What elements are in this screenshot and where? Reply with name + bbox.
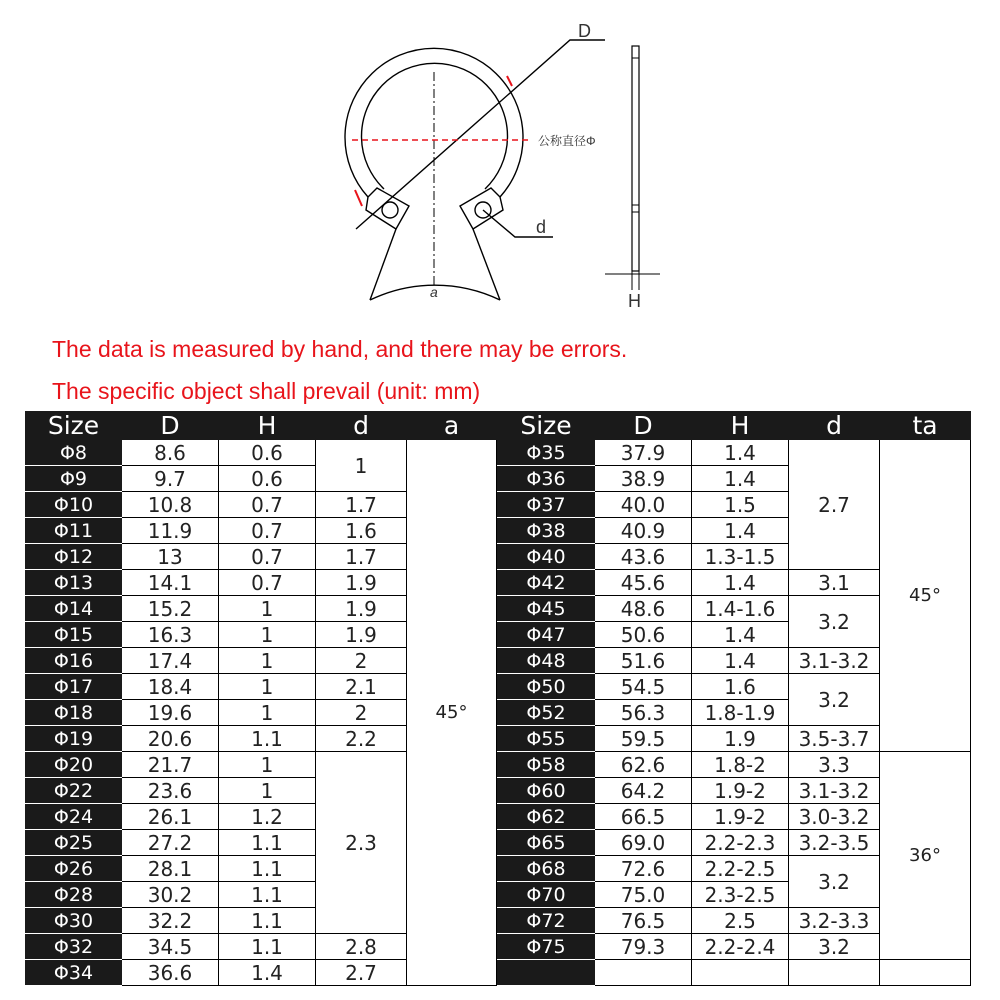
hole-diameter-cell: 1.7 (316, 544, 407, 570)
thickness-cell: 1.1 (219, 934, 316, 960)
thickness-cell: 1.4 (692, 518, 789, 544)
outer-diameter-cell: 59.5 (595, 726, 692, 752)
hole-diameter-cell: 3.2 (789, 856, 880, 908)
outer-diameter-cell: 30.2 (122, 882, 219, 908)
hole-diameter-cell: 1 (316, 440, 407, 492)
size-cell: Φ18 (26, 700, 122, 726)
hole-diameter-cell: 2.2 (316, 726, 407, 752)
column-header: a (407, 412, 497, 440)
size-cell: Φ48 (498, 648, 595, 674)
thickness-cell: 2.2-2.5 (692, 856, 789, 882)
hole-diameter-cell: 3.1-3.2 (789, 778, 880, 804)
thickness-cell: 0.7 (219, 570, 316, 596)
hole-diameter-cell: 2.1 (316, 674, 407, 700)
hole-diameter-cell: 2 (316, 700, 407, 726)
spec-table-left (25, 411, 497, 986)
size-cell: Φ58 (498, 752, 595, 778)
size-cell: Φ50 (498, 674, 595, 700)
outer-diameter-cell: 54.5 (595, 674, 692, 700)
angle-cell: 36° (880, 752, 971, 960)
outer-diameter-cell: 11.9 (122, 518, 219, 544)
outer-diameter-cell: 10.8 (122, 492, 219, 518)
size-cell: Φ52 (498, 700, 595, 726)
size-cell: Φ62 (498, 804, 595, 830)
table-row (498, 440, 971, 466)
thickness-cell: 1.8-1.9 (692, 700, 789, 726)
thickness-cell: 1.9-2 (692, 804, 789, 830)
outer-diameter-cell: 75.0 (595, 882, 692, 908)
outer-diameter-cell: 37.9 (595, 440, 692, 466)
outer-diameter-cell: 76.5 (595, 908, 692, 934)
outer-diameter-cell: 50.6 (595, 622, 692, 648)
hole-diameter-cell: 3.2 (789, 934, 880, 960)
thickness-cell: 1.2 (219, 804, 316, 830)
column-header: d (316, 412, 407, 440)
outer-diameter-cell: 17.4 (122, 648, 219, 674)
size-cell: Φ70 (498, 882, 595, 908)
size-cell: Φ42 (498, 570, 595, 596)
size-cell: Φ12 (26, 544, 122, 570)
outer-diameter-cell: 48.6 (595, 596, 692, 622)
thickness-cell: 1.4 (692, 648, 789, 674)
size-cell: Φ25 (26, 830, 122, 856)
size-cell: Φ28 (26, 882, 122, 908)
hole-diameter-cell: 3.2 (789, 596, 880, 648)
size-cell: Φ38 (498, 518, 595, 544)
angle-cell (880, 960, 971, 986)
outer-diameter-cell: 20.6 (122, 726, 219, 752)
size-cell: Φ9 (26, 466, 122, 492)
outer-diameter-cell: 40.0 (595, 492, 692, 518)
size-cell: Φ65 (498, 830, 595, 856)
outer-diameter-cell: 9.7 (122, 466, 219, 492)
outer-diameter-cell: 69.0 (595, 830, 692, 856)
thickness-cell: 1.1 (219, 830, 316, 856)
size-cell: Φ15 (26, 622, 122, 648)
thickness-cell (692, 960, 789, 986)
thickness-cell: 0.7 (219, 492, 316, 518)
outer-diameter-cell: 38.9 (595, 466, 692, 492)
circlip-diagram (0, 0, 1000, 330)
thickness-cell: 1.6 (692, 674, 789, 700)
thickness-cell: 1.4 (219, 960, 316, 986)
thickness-cell: 2.5 (692, 908, 789, 934)
size-cell: Φ75 (498, 934, 595, 960)
measurement-disclaimer: The data is measured by hand, and there may be errors. (52, 336, 628, 362)
thickness-cell: 2.3-2.5 (692, 882, 789, 908)
outer-diameter-cell: 8.6 (122, 440, 219, 466)
label-H: H (628, 291, 641, 311)
hole-diameter-cell: 3.3 (789, 752, 880, 778)
size-cell: Φ8 (26, 440, 122, 466)
angle-cell: 45° (880, 440, 971, 752)
thickness-cell: 0.7 (219, 518, 316, 544)
outer-diameter-cell: 26.1 (122, 804, 219, 830)
size-cell: Φ19 (26, 726, 122, 752)
column-header: H (692, 412, 789, 440)
table-row (498, 752, 971, 778)
thickness-cell: 1 (219, 778, 316, 804)
size-cell: Φ37 (498, 492, 595, 518)
size-cell: Φ45 (498, 596, 595, 622)
column-header: ta (880, 412, 971, 440)
size-cell: Φ16 (26, 648, 122, 674)
outer-diameter-cell: 14.1 (122, 570, 219, 596)
size-cell: Φ47 (498, 622, 595, 648)
size-cell: Φ68 (498, 856, 595, 882)
size-cell: Φ60 (498, 778, 595, 804)
label-d: d (536, 217, 547, 237)
outer-diameter-cell: 79.3 (595, 934, 692, 960)
hole-diameter-cell (789, 960, 880, 986)
column-header: Size (498, 412, 595, 440)
outer-diameter-cell: 43.6 (595, 544, 692, 570)
thickness-cell: 2.2-2.4 (692, 934, 789, 960)
size-cell: Φ26 (26, 856, 122, 882)
hole-diameter-cell: 3.2 (789, 674, 880, 726)
size-cell: Φ24 (26, 804, 122, 830)
outer-diameter-cell: 32.2 (122, 908, 219, 934)
thickness-cell: 0.6 (219, 466, 316, 492)
table-header-row (498, 412, 971, 440)
thickness-cell: 1.4 (692, 440, 789, 466)
thickness-cell: 0.6 (219, 440, 316, 466)
size-cell: Φ34 (26, 960, 122, 986)
label-nominal-diameter: 公称直径Φ (538, 134, 596, 148)
hole-diameter-cell: 3.1-3.2 (789, 648, 880, 674)
outer-diameter-cell: 23.6 (122, 778, 219, 804)
hole-diameter-cell: 1.9 (316, 622, 407, 648)
outer-diameter-cell: 36.6 (122, 960, 219, 986)
thickness-cell: 1.4-1.6 (692, 596, 789, 622)
size-cell (498, 960, 595, 986)
size-cell: Φ11 (26, 518, 122, 544)
column-header: D (595, 412, 692, 440)
outer-diameter-cell: 72.6 (595, 856, 692, 882)
size-cell: Φ20 (26, 752, 122, 778)
hole-diameter-cell: 3.2-3.5 (789, 830, 880, 856)
label-a: a (430, 284, 438, 300)
column-header: Size (26, 412, 122, 440)
outer-diameter-cell: 45.6 (595, 570, 692, 596)
column-header: d (789, 412, 880, 440)
hole-diameter-cell: 3.0-3.2 (789, 804, 880, 830)
thickness-cell: 1.9-2 (692, 778, 789, 804)
size-cell: Φ22 (26, 778, 122, 804)
thickness-cell: 1.4 (692, 570, 789, 596)
size-cell: Φ40 (498, 544, 595, 570)
hole-diameter-cell: 1.9 (316, 570, 407, 596)
outer-diameter-cell: 56.3 (595, 700, 692, 726)
hole-diameter-cell: 3.5-3.7 (789, 726, 880, 752)
thickness-cell: 1 (219, 648, 316, 674)
thickness-cell: 1.1 (219, 856, 316, 882)
hole-diameter-cell: 3.2-3.3 (789, 908, 880, 934)
table-row (498, 960, 971, 986)
hole-diameter-cell: 3.1 (789, 570, 880, 596)
thickness-cell: 1 (219, 752, 316, 778)
thickness-cell: 2.2-2.3 (692, 830, 789, 856)
thickness-cell: 1 (219, 622, 316, 648)
outer-diameter-cell: 40.9 (595, 518, 692, 544)
hole-diameter-cell: 1.7 (316, 492, 407, 518)
size-cell: Φ32 (26, 934, 122, 960)
outer-diameter-cell: 18.4 (122, 674, 219, 700)
hole-diameter-cell: 1.6 (316, 518, 407, 544)
thickness-cell: 1 (219, 674, 316, 700)
hole-diameter-cell: 2.7 (316, 960, 407, 986)
thickness-cell: 1.9 (692, 726, 789, 752)
hole-diameter-cell: 2 (316, 648, 407, 674)
table-row (26, 440, 497, 466)
size-cell: Φ13 (26, 570, 122, 596)
size-cell: Φ36 (498, 466, 595, 492)
hole-diameter-cell: 2.3 (316, 752, 407, 934)
outer-diameter-cell: 62.6 (595, 752, 692, 778)
size-cell: Φ10 (26, 492, 122, 518)
thickness-cell: 1 (219, 700, 316, 726)
outer-diameter-cell: 13 (122, 544, 219, 570)
size-cell: Φ55 (498, 726, 595, 752)
thickness-cell: 1.4 (692, 466, 789, 492)
hole-diameter-cell: 1.9 (316, 596, 407, 622)
thickness-cell: 0.7 (219, 544, 316, 570)
thickness-cell: 1.1 (219, 726, 316, 752)
size-cell: Φ30 (26, 908, 122, 934)
size-cell: Φ14 (26, 596, 122, 622)
label-D: D (578, 21, 591, 41)
thickness-cell: 1.3-1.5 (692, 544, 789, 570)
column-header: H (219, 412, 316, 440)
column-header: D (122, 412, 219, 440)
outer-diameter-cell: 51.6 (595, 648, 692, 674)
outer-diameter-cell: 64.2 (595, 778, 692, 804)
thickness-cell: 1 (219, 596, 316, 622)
thickness-cell: 1.4 (692, 622, 789, 648)
size-cell: Φ72 (498, 908, 595, 934)
thickness-cell: 1.5 (692, 492, 789, 518)
outer-diameter-cell (595, 960, 692, 986)
outer-diameter-cell: 27.2 (122, 830, 219, 856)
angle-cell: 45° (407, 440, 497, 986)
spec-table-right (497, 411, 971, 986)
outer-diameter-cell: 15.2 (122, 596, 219, 622)
hole-diameter-cell: 2.7 (789, 440, 880, 570)
outer-diameter-cell: 16.3 (122, 622, 219, 648)
outer-diameter-cell: 21.7 (122, 752, 219, 778)
size-cell: Φ17 (26, 674, 122, 700)
unit-note: The specific object shall prevail (unit: mm) (52, 378, 481, 404)
outer-diameter-cell: 19.6 (122, 700, 219, 726)
outer-diameter-cell: 34.5 (122, 934, 219, 960)
thickness-cell: 1.8-2 (692, 752, 789, 778)
size-cell: Φ35 (498, 440, 595, 466)
table-header-row (26, 412, 497, 440)
outer-diameter-cell: 28.1 (122, 856, 219, 882)
thickness-cell: 1.1 (219, 882, 316, 908)
outer-diameter-cell: 66.5 (595, 804, 692, 830)
hole-diameter-cell: 2.8 (316, 934, 407, 960)
thickness-cell: 1.1 (219, 908, 316, 934)
